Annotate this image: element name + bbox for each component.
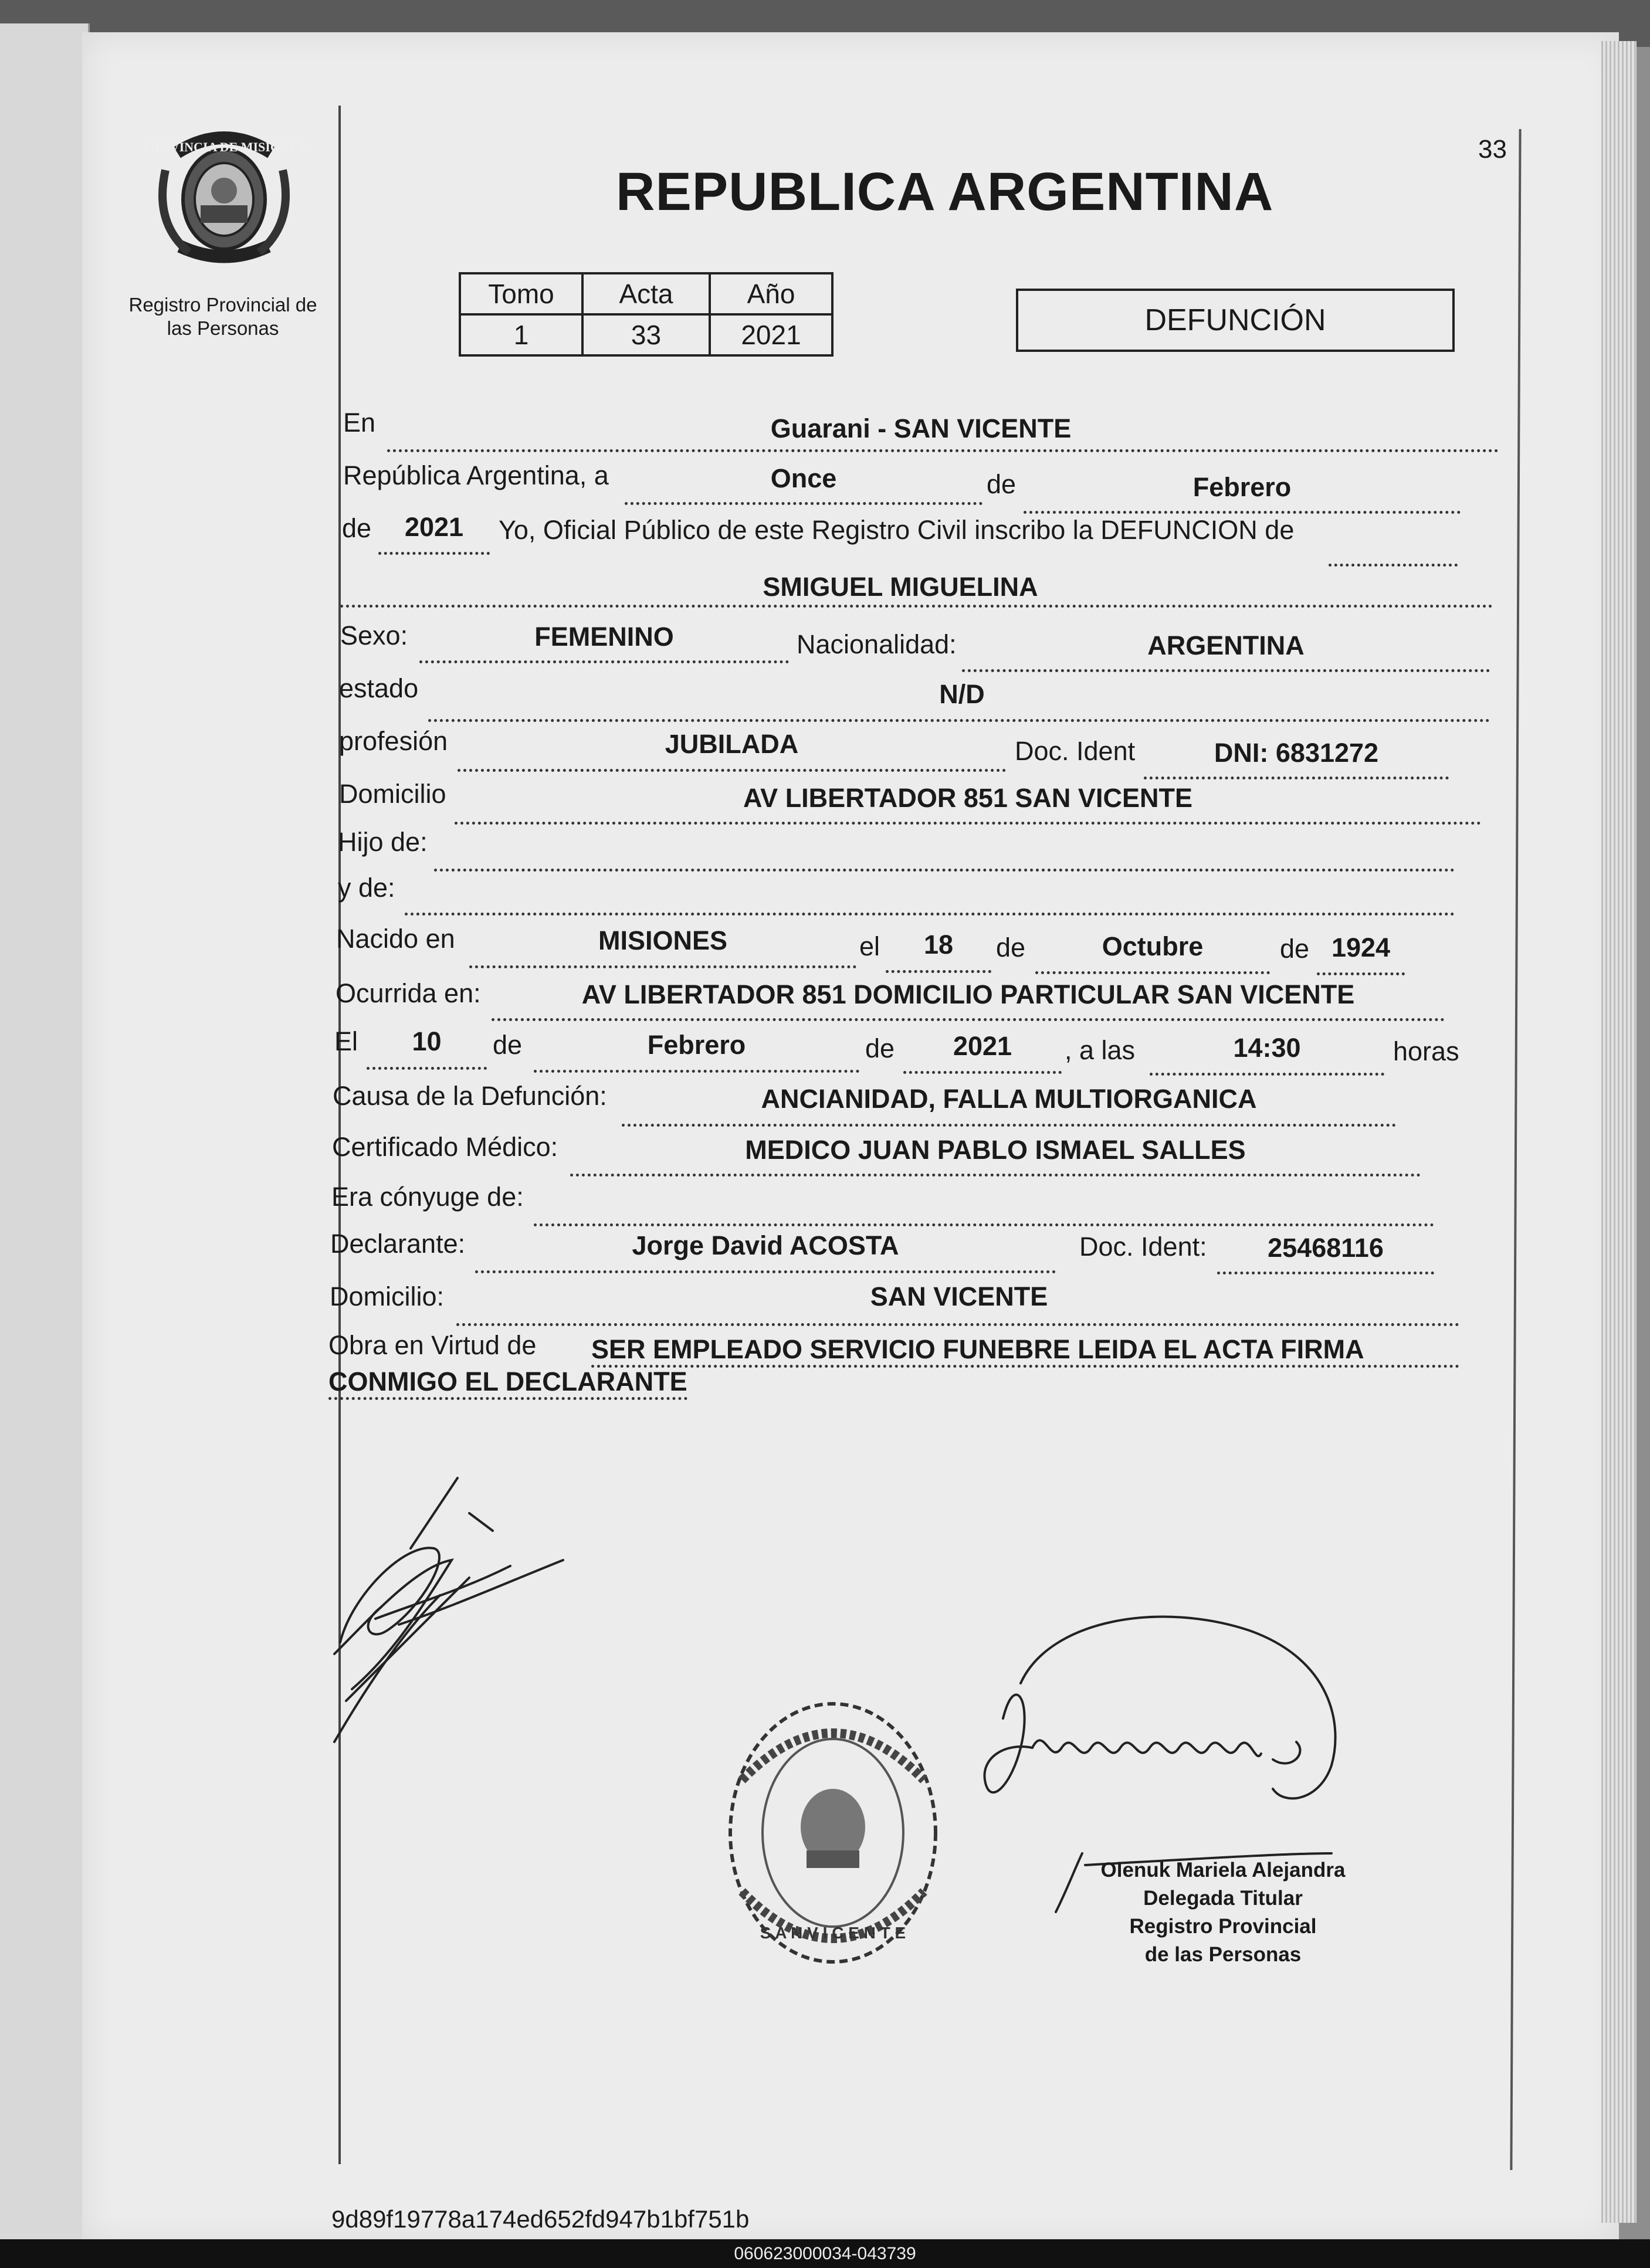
label-y-de: y de: [338, 873, 395, 903]
label-domicilio2: Domicilio: [330, 1282, 445, 1311]
value-obra-line2: CONMIGO EL DECLARANTE [328, 1367, 687, 1400]
value-obra-line1: SER EMPLEADO SERVICIO FUNEBRE LEIDA EL ACTA FIRMA [591, 1334, 1459, 1368]
value-ocurrida-en: AV LIBERTADOR 851 DOMICILIO PARTICULAR SAN VICENTE [581, 979, 1355, 1009]
value-estado: N/D [939, 679, 985, 709]
label-de-nac1: de [996, 933, 1026, 962]
document-hash: 9d89f19778a174ed652fd947b1bf751b [331, 2205, 750, 2233]
official-title: Delegada Titular [1143, 1887, 1303, 1910]
label-obra: Obra en Virtud de [328, 1330, 537, 1360]
header-anio: Año [710, 273, 832, 314]
label-domicilio: Domicilio [339, 779, 446, 809]
value-nombre: SMIGUEL MIGUELINA [763, 572, 1038, 602]
header-acta: Acta [582, 273, 710, 314]
label-republica: República Argentina, a [343, 460, 609, 490]
label-horas: horas [1393, 1036, 1459, 1066]
label-certificado: Certificado Médico: [332, 1132, 558, 1162]
value-dni: DNI: 6831272 [1214, 738, 1379, 768]
label-de-anio: de [342, 513, 372, 543]
page-title: REPUBLICA ARGENTINA [616, 162, 1274, 222]
label-nacido-en: Nacido en [336, 924, 455, 954]
label-official: Yo, Oficial Público de este Registro Civil inscribo la DEFUNCION de [499, 515, 1295, 545]
seal-top-text: PROVINCIA DE MISIONES [143, 140, 306, 154]
page-number: 33 [1478, 135, 1507, 164]
value-anio: 2021 [710, 314, 832, 355]
value-profesion: JUBILADA [665, 729, 799, 759]
label-declarante: Declarante: [330, 1229, 466, 1259]
value-nac-mes: Octubre [1102, 931, 1204, 961]
value-def-anio: 2021 [953, 1031, 1012, 1061]
label-de-nac2: de [1280, 934, 1310, 964]
value-def-dia: 10 [412, 1026, 442, 1056]
value-lugar: Guarani - SAN VICENTE [770, 413, 1072, 443]
official-org2: de las Personas [1144, 1943, 1302, 1966]
registry-line1: Registro Provincial de [128, 294, 317, 316]
label-el: el [859, 931, 880, 961]
value-def-hora: 14:30 [1233, 1033, 1301, 1063]
value-anio: 2021 [404, 512, 464, 542]
label-de-def1: de [493, 1030, 523, 1060]
official-signature-block [1053, 1856, 1393, 1969]
label-a-las: , a las [1065, 1035, 1136, 1065]
label-nacionalidad: Nacionalidad: [797, 629, 957, 659]
value-nacionalidad: ARGENTINA [1147, 630, 1305, 660]
field-official-line [1329, 531, 1458, 567]
record-table [459, 272, 834, 357]
registry-line2: las Personas [167, 317, 279, 339]
label-sexo: Sexo: [340, 621, 408, 650]
value-mes: Febrero [1192, 472, 1292, 502]
label-causa: Causa de la Defunción: [333, 1081, 607, 1111]
value-dia: Once [770, 463, 837, 493]
value-declarante: Jorge David ACOSTA [632, 1230, 899, 1260]
value-domicilio: AV LIBERTADOR 851 SAN VICENTE [743, 783, 1192, 813]
header-tomo: Tomo [460, 273, 582, 314]
value-def-mes: Febrero [647, 1030, 746, 1060]
value-nacido-en: MISIONES [598, 925, 728, 955]
page-edges [1601, 41, 1637, 2223]
field-hijo-de-line [434, 836, 1455, 872]
label-estado: estado [339, 673, 419, 703]
official-stamp-icon [719, 1692, 947, 1974]
label-hijo-de: Hijo de: [338, 827, 428, 857]
label-doc-ident2: Doc. Ident: [1079, 1232, 1207, 1262]
provincial-seal-icon [143, 117, 306, 270]
official-name: Olenuk Mariela Alejandra [1100, 1859, 1346, 1881]
value-causa: ANCIANIDAD, FALLA MULTIORGANICA [761, 1084, 1257, 1114]
label-doc-ident: Doc. Ident [1015, 736, 1136, 766]
label-en: En [343, 408, 376, 438]
label-profesion: profesión [339, 726, 448, 756]
official-org1: Registro Provincial [1129, 1915, 1317, 1938]
value-declarante-doc: 25468116 [1268, 1233, 1384, 1263]
label-conyuge: Era cónyuge de: [331, 1182, 524, 1212]
svg-text:S A N V I C E N T E: S A N V I C E N T E [760, 1924, 906, 1942]
label-ocurrida-en: Ocurrida en: [336, 978, 481, 1008]
declarant-signature-icon [317, 1478, 581, 1748]
facing-page [0, 23, 90, 2240]
label-de-def2: de [865, 1033, 895, 1063]
footer-code: 060623000034-043739 [0, 2239, 1650, 2268]
value-tomo: 1 [460, 314, 582, 355]
value-sexo: FEMENINO [534, 622, 674, 652]
value-certificado: MEDICO JUAN PABLO ISMAEL SALLES [745, 1135, 1246, 1165]
label-el-cap: El [334, 1026, 358, 1056]
value-declarante-domicilio: SAN VICENTE [870, 1282, 1048, 1311]
field-y-de-line [405, 880, 1455, 916]
value-nac-anio: 1924 [1331, 933, 1391, 962]
record-type-box: DEFUNCIÓN [1016, 289, 1455, 352]
field-conyuge-line [534, 1191, 1434, 1226]
registry-name [117, 293, 328, 340]
value-acta: 33 [582, 314, 710, 355]
value-nac-dia: 18 [923, 930, 954, 960]
label-de-mes: de [987, 469, 1017, 499]
